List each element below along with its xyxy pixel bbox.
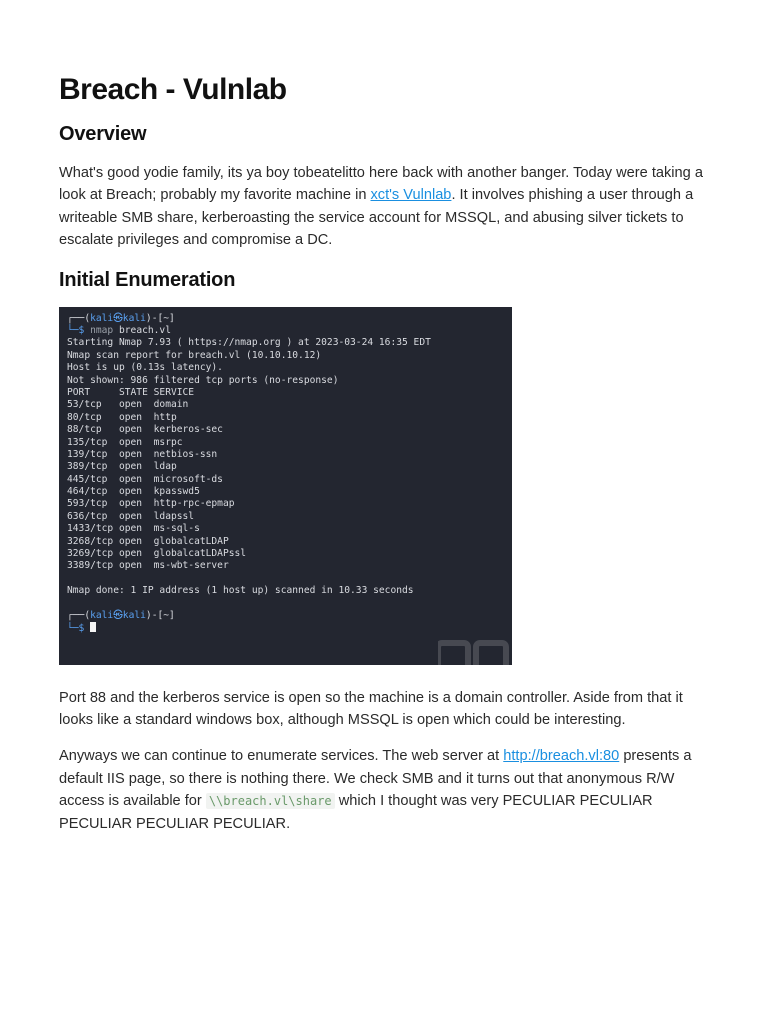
terminal-output-line: 3389/tcp open ms-wbt-server — [67, 560, 229, 572]
smb-share-path: \\breach.vl\share — [206, 793, 335, 809]
vulnlab-link[interactable]: xct's Vulnlab — [370, 187, 452, 204]
terminal-output-line — [67, 573, 512, 585]
services-text-end: which I thought was very PECULIAR PECULIAR PECULIAR PECULIAR PECULIAR. — [59, 793, 653, 832]
overview-text-end: . It involves phishing a user through a writeable SMB share, kerberoasting the service account for MSSQL, and abusing silver tickets to escalate privileges and compromise a DC. — [59, 187, 694, 249]
terminal-output-line: Not shown: 986 filtered tcp ports (no-response) — [67, 374, 339, 386]
terminal-output-line: Nmap done: 1 IP address (1 host up) scanned in 10.33 seconds — [67, 585, 414, 597]
overview-paragraph — [59, 162, 709, 252]
terminal-lines — [67, 313, 512, 635]
terminal-output-line: 593/tcp open http-rpc-epmap — [67, 498, 235, 510]
terminal-output-line: PORT STATE SERVICE — [67, 386, 195, 398]
terminal-cursor-line: └─$ — [67, 622, 512, 634]
terminal-prompt-top: ┌──(kali㉿kali)-[~] — [67, 312, 175, 324]
overview-heading: Overview — [59, 123, 147, 145]
terminal-output-line: 53/tcp open domain — [67, 399, 189, 411]
kali-watermark-icon — [438, 637, 512, 665]
terminal-output-line: 464/tcp open kpasswd5 — [67, 486, 200, 498]
breach-web-link[interactable]: http://breach.vl:80 — [503, 748, 620, 765]
terminal-output-line: 88/tcp open kerberos-sec — [67, 424, 223, 436]
terminal-cursor — [90, 622, 96, 632]
services-paragraph — [59, 745, 709, 835]
initial-enumeration-heading: Initial Enumeration — [59, 268, 236, 291]
terminal-output — [67, 337, 512, 610]
terminal-output-line: 3268/tcp open globalcatLDAP — [67, 535, 229, 547]
terminal-output-line: 139/tcp open netbios-ssn — [67, 448, 218, 460]
terminal-command-line: └─$ nmap breach.vl — [67, 325, 171, 337]
terminal-output-line: Host is up (0.13s latency). — [67, 362, 223, 374]
nmap-terminal-screenshot — [59, 307, 512, 665]
page-title: Breach - Vulnlab — [59, 73, 287, 106]
terminal-output-line: 636/tcp open ldapssl — [67, 510, 195, 522]
terminal-output-line: 445/tcp open microsoft-ds — [67, 473, 223, 485]
services-text-mid: presents a default IIS page, so there is nothing there. We check SMB and it turns out that anonymous R/W access is available for — [59, 748, 692, 810]
services-text-start: Anyways we can continue to enumerate services. The web server at — [59, 748, 504, 765]
terminal-prompt-top-2: ┌──(kali㉿kali)-[~] — [67, 610, 175, 621]
ports-paragraph: Port 88 and the kerberos service is open so the machine is a domain controller. Aside from that it looks like a standard windows box, although MSSQL is open which could be interesting. — [59, 689, 683, 729]
terminal-output-line: 135/tcp open msrpc — [67, 436, 183, 448]
terminal-output-line: 80/tcp open http — [67, 411, 177, 423]
terminal-output-line — [67, 598, 512, 610]
terminal-output-line: 1433/tcp open ms-sql-s — [67, 523, 200, 535]
terminal-output-line: 389/tcp open ldap — [67, 461, 177, 473]
overview-text-start: What's good yodie family, its ya boy tobeatelitto here back with another banger. Today were taking a look at Breach; probably my favorite machine in — [59, 165, 703, 204]
terminal-output-line: 3269/tcp open globalcatLDAPssl — [67, 548, 247, 560]
terminal-output-line: Nmap scan report for breach.vl (10.10.10.12) — [67, 349, 322, 361]
terminal-output-line: Starting Nmap 7.93 ( https://nmap.org ) at 2023-03-24 16:35 EDT — [67, 337, 431, 349]
